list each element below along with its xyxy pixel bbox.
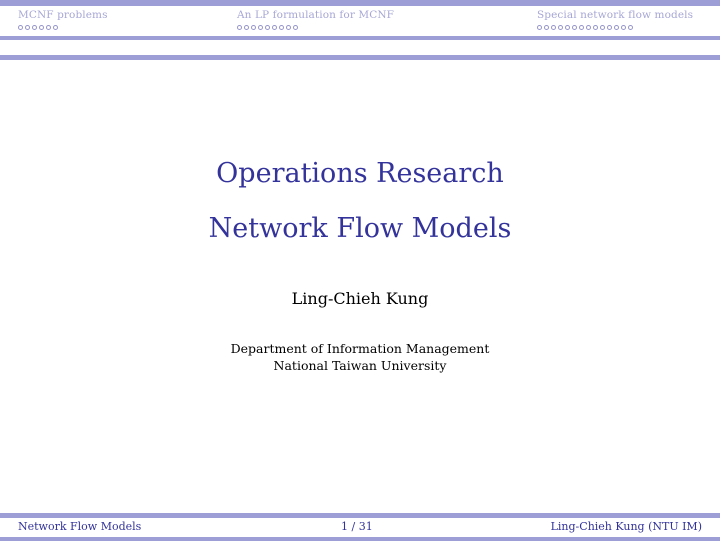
nav-frame-dot[interactable]: [628, 25, 633, 30]
nav-dots: [18, 25, 108, 30]
institute: [0, 340, 720, 374]
nav-frame-dot[interactable]: [586, 25, 591, 30]
title-slide: [0, 60, 720, 510]
nav-section-mcnf-problems[interactable]: [18, 9, 108, 30]
nav-section-special-models[interactable]: [537, 9, 693, 30]
nav-frame-dot[interactable]: [621, 25, 626, 30]
nav-frame-dot[interactable]: [614, 25, 619, 30]
footer-bar: [0, 513, 720, 541]
nav-frame-dot[interactable]: [572, 25, 577, 30]
nav-frame-dot[interactable]: [286, 25, 291, 30]
nav-frame-dot[interactable]: [558, 25, 563, 30]
nav-frame-dot[interactable]: [272, 25, 277, 30]
nav-frame-dot[interactable]: [593, 25, 598, 30]
nav-frame-dot[interactable]: [244, 25, 249, 30]
footer-stripe-bottom: [0, 537, 720, 541]
nav-frame-dot[interactable]: [237, 25, 242, 30]
nav-frame-dot[interactable]: [251, 25, 256, 30]
nav-dots: [237, 25, 394, 30]
nav-section-lp-formulation[interactable]: [237, 9, 394, 30]
footer-stripe-top: [0, 513, 720, 518]
footer-page-number: 1 / 31: [341, 520, 373, 533]
nav-frame-dot[interactable]: [544, 25, 549, 30]
nav-frame-dot[interactable]: [25, 25, 30, 30]
author-name: Ling-Chieh Kung: [291, 289, 429, 308]
nav-section-title[interactable]: MCNF problems: [18, 9, 108, 21]
nav-frame-dot[interactable]: [46, 25, 51, 30]
slide-subtitle: Network Flow Models: [208, 213, 512, 244]
nav-frame-dot[interactable]: [53, 25, 58, 30]
nav-frame-dot[interactable]: [537, 25, 542, 30]
nav-frame-dot[interactable]: [600, 25, 605, 30]
nav-frame-dot[interactable]: [293, 25, 298, 30]
footer-author: Ling-Chieh Kung (NTU IM): [550, 520, 702, 533]
nav-frame-dot[interactable]: [551, 25, 556, 30]
nav-frame-dot[interactable]: [265, 25, 270, 30]
nav-frame-dot[interactable]: [258, 25, 263, 30]
institute-department: Department of Information Management: [230, 341, 490, 356]
nav-frame-dot[interactable]: [279, 25, 284, 30]
institute-university: National Taiwan University: [273, 358, 447, 373]
nav-section-title[interactable]: Special network flow models: [537, 9, 694, 21]
nav-frame-dot[interactable]: [39, 25, 44, 30]
nav-frame-dot[interactable]: [18, 25, 23, 30]
nav-section-title[interactable]: An LP formulation for MCNF: [237, 9, 395, 21]
footer-short-title: Network Flow Models: [18, 520, 142, 533]
header-stripe-bottom: [0, 36, 720, 40]
nav-frame-dot[interactable]: [32, 25, 37, 30]
slide-title: Operations Research: [216, 158, 504, 189]
nav-frame-dot[interactable]: [565, 25, 570, 30]
navigation-header: [0, 0, 720, 36]
nav-frame-dot[interactable]: [607, 25, 612, 30]
nav-frame-dot[interactable]: [579, 25, 584, 30]
header-stripe-top: [0, 0, 720, 6]
nav-dots: [537, 25, 693, 30]
